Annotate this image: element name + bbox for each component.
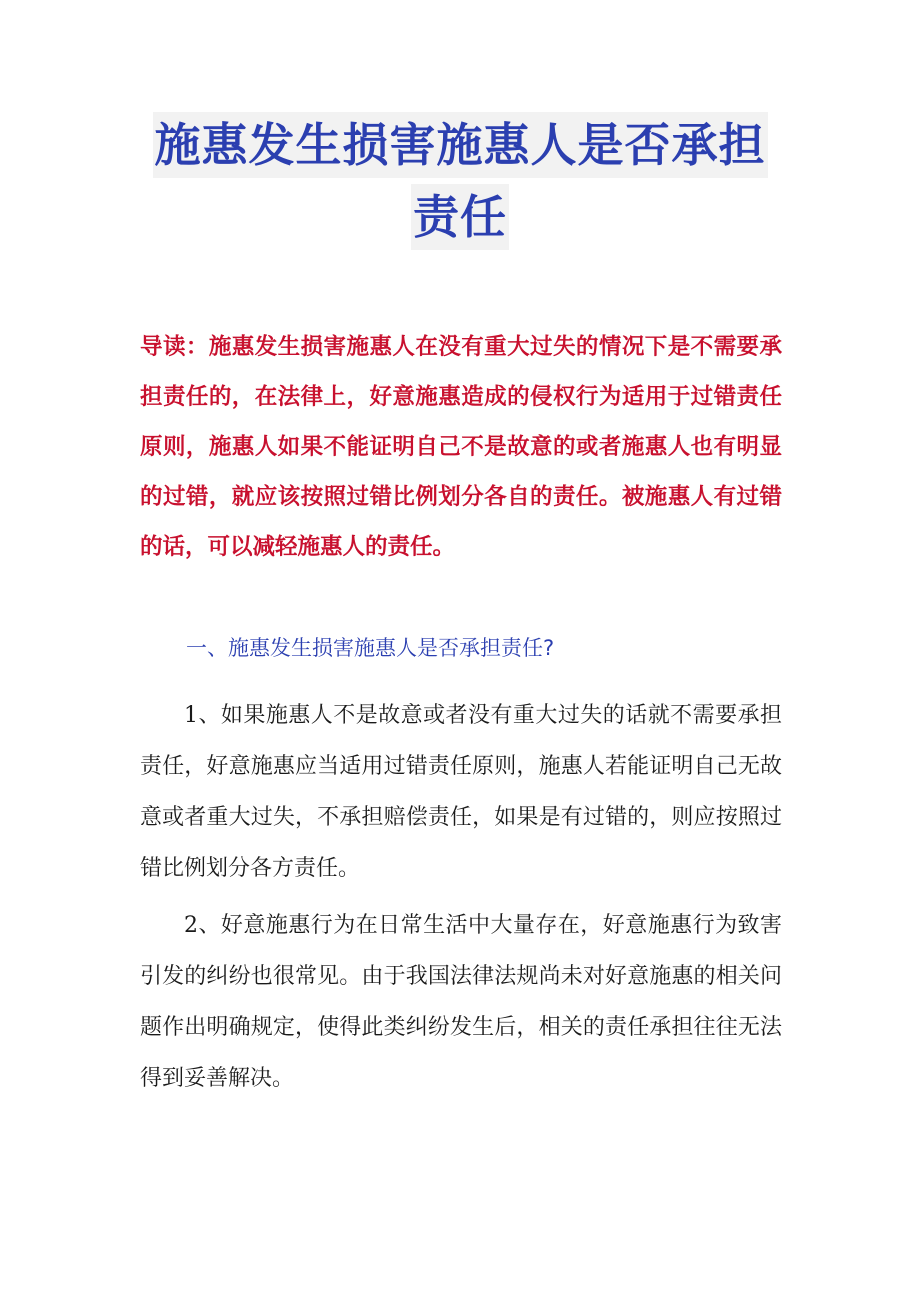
section-heading: 一、施惠发生损害施惠人是否承担责任? xyxy=(186,636,555,660)
title-line-1: 施惠发生损害施惠人是否承担 xyxy=(153,112,768,178)
page-title xyxy=(140,112,780,256)
body-paragraph-2: 2、好意施惠行为在日常生活中大量存在，好意施惠行为致害引发的纠纷也很常见。由于我国法律法规尚未对好意施惠的相关问题作出明确规定，使得此类纠纷发生后，相关的责任承担往往无法得到妥善解决。 xyxy=(140,913,782,1091)
intro-summary: 导读：施惠发生损害施惠人在没有重大过失的情况下是不需要承担责任的，在法律上，好意施惠造成的侵权行为适用于过错责任原则，施惠人如果不能证明自己不是故意的或者施惠人也有明显的过错，就应该按照过错比例划分各自的责任。被施惠人有过错的话，可以减轻施惠人的责任。 xyxy=(140,334,782,560)
body-paragraph-1: 1、如果施惠人不是故意或者没有重大过失的话就不需要承担责任，好意施惠应当适用过错责任原则，施惠人若能证明自己无故意或者重大过失，不承担赔偿责任，如果是有过错的，则应按照过错比例划分各方责任。 xyxy=(140,703,782,881)
title-line-2: 责任 xyxy=(411,184,509,250)
